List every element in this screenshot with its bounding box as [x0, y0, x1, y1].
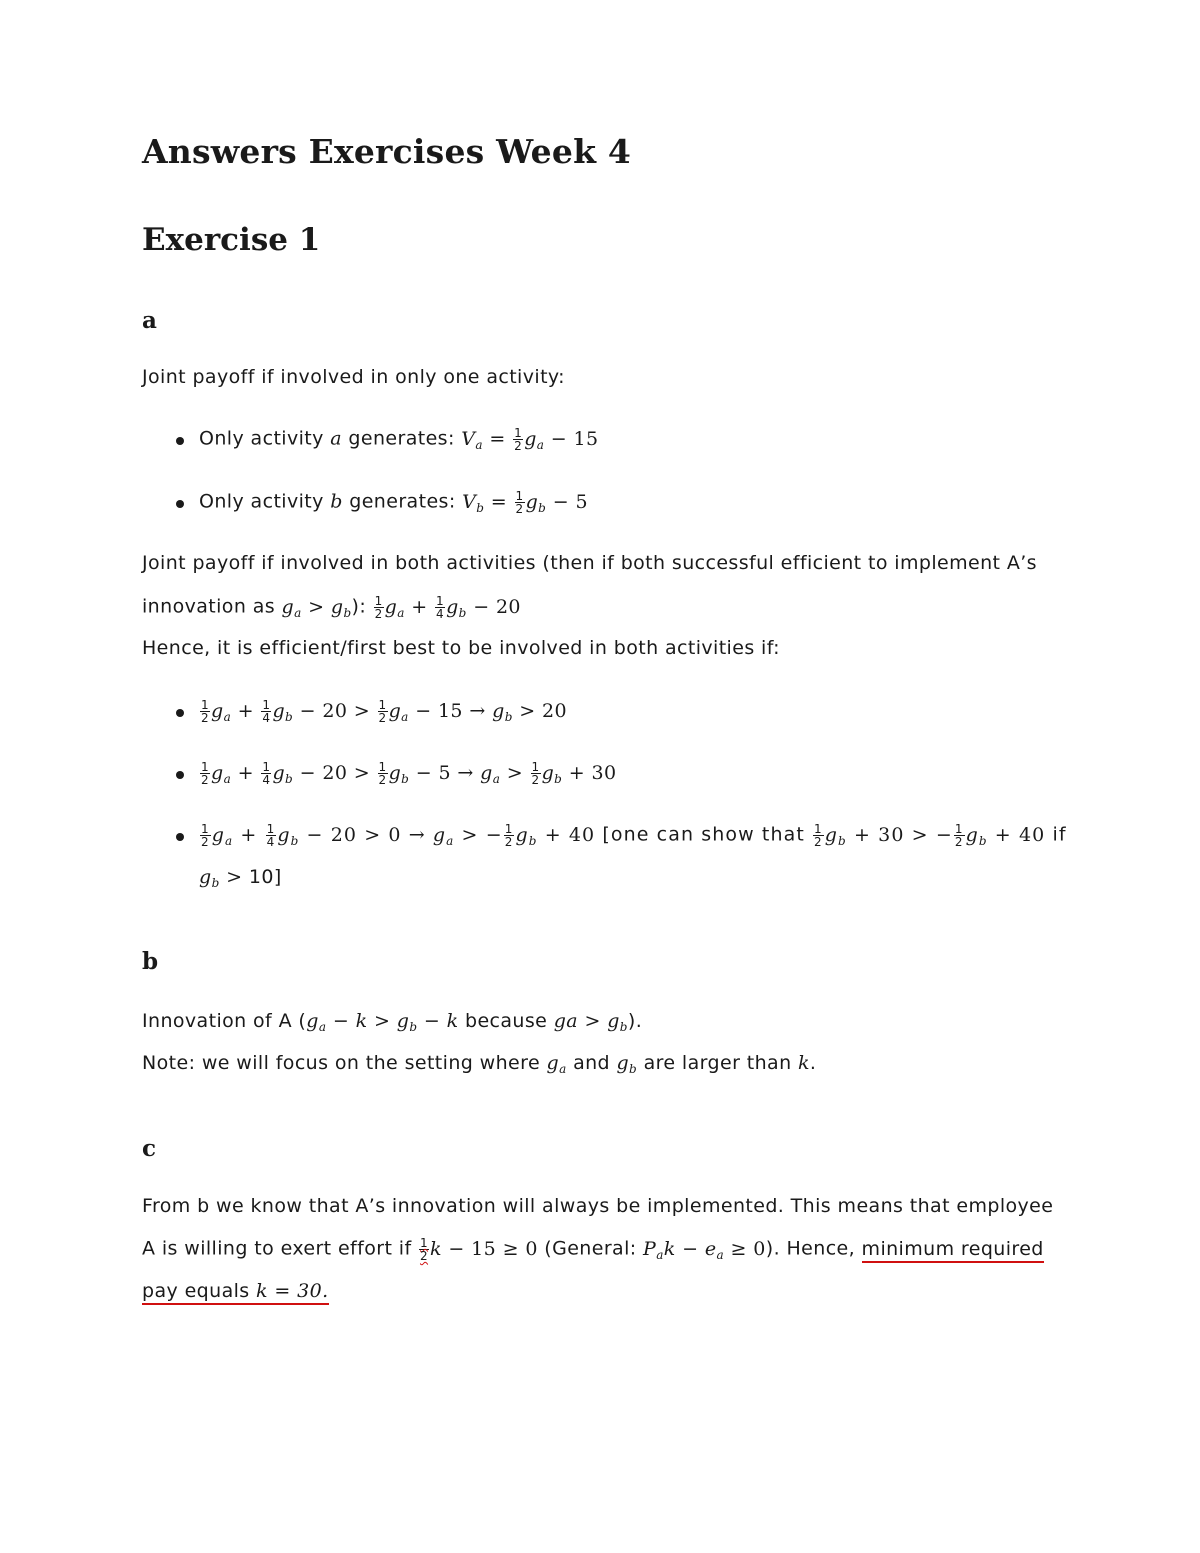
section-b-line1: Innovation of A ($g_a - k > g_b - k$ because ga > $g_b$).: [142, 1010, 643, 1034]
condition-3-continued: $g_b > 10$]: [199, 866, 282, 890]
bullet-only-a: Only activity a generates: $V_a$ = $\frac{1}{2}$ $g_a - 15$: [199, 426, 599, 453]
hence-line: Hence, it is efficient/first best to be involved in both activities if:: [142, 637, 780, 659]
bullet-marker: [176, 833, 184, 841]
bullet-marker: [176, 500, 184, 508]
condition-3: $\frac{1}{2}$ $g_a$ + $\frac{1}{4}$ $g_b - 20 > 0 \to g_a$ > − $\frac{1}{2}$ $g_b + 40$ [one can show that $\frac{1}{2}$ $g_b + 30$ > − $\frac{1}{2}$ $g_b + 40$ if: [201, 822, 1067, 849]
section-b-note: Note: we will focus on the setting where $g_a$ and $g_b$ are larger than k.: [142, 1052, 817, 1076]
bullet-marker: [176, 709, 184, 717]
condition-1: $\frac{1}{2}$ $g_a$ + $\frac{1}{4}$ $g_b - 20$ > $\frac{1}{2}$ $g_a - 15 \to g_b > 20$: [201, 698, 567, 725]
document-title: Answers Exercises Week 4: [142, 132, 631, 171]
formula-va: $V_a$ = $\frac{1}{2}$ $g_a - 15$: [461, 426, 599, 453]
section-c-line1: From b we know that A’s innovation will always be implemented. This means that employee: [142, 1195, 1054, 1217]
bullet-only-b: Only activity b generates: $V_b$ = $\frac{1}{2}$ $g_b - 5$: [199, 489, 588, 516]
section-c-heading: c: [142, 1135, 157, 1162]
bullet-marker: [176, 437, 184, 445]
section-c-line3: [142, 1280, 329, 1302]
condition-2: $\frac{1}{2}$ $g_a$ + $\frac{1}{4}$ $g_b - 20$ > $\frac{1}{2}$ $g_b - 5 \to g_a$ > $\frac{1}{2}$ $g_b + 30$: [201, 760, 617, 787]
section-a-heading: a: [142, 307, 157, 334]
formula-vb: $V_b$ = $\frac{1}{2}$ $g_b - 5$: [462, 489, 588, 516]
section-c-line2: A is willing to exert effort if $\frac{1}{2}$ k − 15 ≥ 0 (General: $P_ak - e_a \ge 0$). Hence, minimum required: [142, 1236, 1044, 1263]
section-b-heading: b: [142, 948, 159, 975]
underlined-answer-part2: pay equals k = 30.: [142, 1280, 329, 1305]
formula-joint-both: $\frac{1}{2}$ $g_a$ + $\frac{1}{4}$ $g_b - 20$: [374, 594, 521, 621]
bullet-marker: [176, 771, 184, 779]
section-a-intro: Joint payoff if involved in only one activity:: [142, 366, 565, 388]
underlined-answer-part1: minimum required: [862, 1238, 1044, 1263]
both-activities-line2: innovation as $g_a > g_b$): $\frac{1}{2}$ $g_a$ + $\frac{1}{4}$ $g_b - 20$: [142, 594, 521, 621]
exercise-heading: Exercise 1: [142, 222, 321, 258]
both-activities-line1: Joint payoff if involved in both activities (then if both successful efficient to implement A’s: [142, 552, 1037, 574]
